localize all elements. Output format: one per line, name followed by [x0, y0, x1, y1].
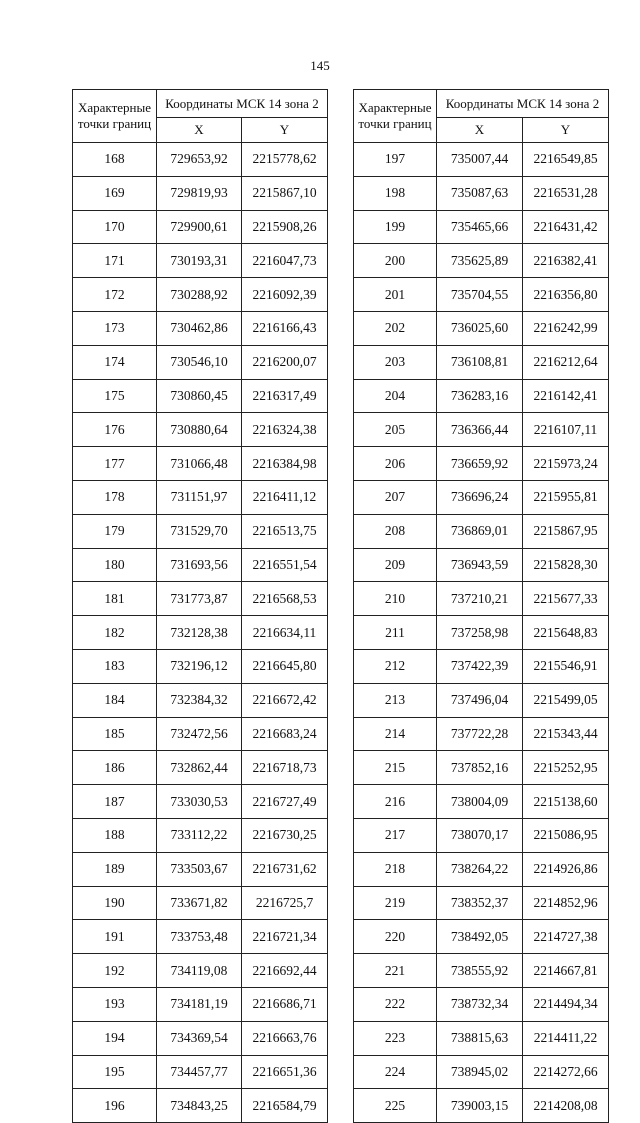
- point-number-cell: 179: [73, 514, 157, 548]
- table-row: [354, 244, 609, 278]
- point-number-cell: 213: [354, 683, 437, 717]
- y-coordinate-cell: 2216166,43: [242, 311, 328, 345]
- coordinates-table-right: [353, 89, 609, 1123]
- x-coordinate-cell: 730860,45: [157, 379, 242, 413]
- x-coordinate-cell: 735625,89: [437, 244, 523, 278]
- point-number-cell: 224: [354, 1055, 437, 1089]
- y-coordinate-cell: 2215867,95: [523, 514, 609, 548]
- y-coordinate-cell: 2216531,28: [523, 176, 609, 210]
- point-number-cell: 205: [354, 413, 437, 447]
- point-number-cell: 172: [73, 278, 157, 312]
- point-number-cell: 190: [73, 886, 157, 920]
- y-coordinate-cell: 2215778,62: [242, 143, 328, 177]
- point-number-cell: 181: [73, 582, 157, 616]
- y-coordinate-cell: 2216513,75: [242, 514, 328, 548]
- point-number-cell: 173: [73, 311, 157, 345]
- table-row: [354, 954, 609, 988]
- x-coordinate-cell: 733753,48: [157, 920, 242, 954]
- table-row: [73, 413, 328, 447]
- table-row: [354, 1021, 609, 1055]
- point-number-cell: 221: [354, 954, 437, 988]
- x-coordinate-cell: 730288,92: [157, 278, 242, 312]
- x-coordinate-cell: 737422,39: [437, 649, 523, 683]
- header-x: X: [437, 118, 523, 143]
- y-coordinate-cell: 2215973,24: [523, 447, 609, 481]
- x-coordinate-cell: 732472,56: [157, 717, 242, 751]
- x-coordinate-cell: 731773,87: [157, 582, 242, 616]
- x-coordinate-cell: 736108,81: [437, 345, 523, 379]
- table-row: [73, 210, 328, 244]
- table-row: [354, 649, 609, 683]
- y-coordinate-cell: 2216645,80: [242, 649, 328, 683]
- coordinates-table-left: [72, 89, 328, 1123]
- x-coordinate-cell: 735087,63: [437, 176, 523, 210]
- y-coordinate-cell: 2216411,12: [242, 480, 328, 514]
- x-coordinate-cell: 736366,44: [437, 413, 523, 447]
- point-number-cell: 168: [73, 143, 157, 177]
- x-coordinate-cell: 735465,66: [437, 210, 523, 244]
- y-coordinate-cell: 2214411,22: [523, 1021, 609, 1055]
- x-coordinate-cell: 732128,38: [157, 616, 242, 650]
- point-number-cell: 193: [73, 987, 157, 1021]
- y-coordinate-cell: 2216663,76: [242, 1021, 328, 1055]
- x-coordinate-cell: 729653,92: [157, 143, 242, 177]
- point-number-cell: 184: [73, 683, 157, 717]
- table-row: [73, 447, 328, 481]
- table-row: [354, 311, 609, 345]
- x-coordinate-cell: 738815,63: [437, 1021, 523, 1055]
- point-number-cell: 177: [73, 447, 157, 481]
- y-coordinate-cell: 2215252,95: [523, 751, 609, 785]
- y-coordinate-cell: 2214926,86: [523, 852, 609, 886]
- point-number-cell: 212: [354, 649, 437, 683]
- y-coordinate-cell: 2214494,34: [523, 987, 609, 1021]
- y-coordinate-cell: 2214667,81: [523, 954, 609, 988]
- table-row: [354, 920, 609, 954]
- y-coordinate-cell: 2216584,79: [242, 1089, 328, 1123]
- x-coordinate-cell: 738945,02: [437, 1055, 523, 1089]
- x-coordinate-cell: 733671,82: [157, 886, 242, 920]
- y-coordinate-cell: 2215677,33: [523, 582, 609, 616]
- header-coordinate-system: Координаты МСК 14 зона 2: [437, 90, 609, 118]
- point-number-cell: 225: [354, 1089, 437, 1123]
- table-row: [354, 683, 609, 717]
- header-x: X: [157, 118, 242, 143]
- table-row: [73, 548, 328, 582]
- point-number-cell: 199: [354, 210, 437, 244]
- x-coordinate-cell: 738555,92: [437, 954, 523, 988]
- point-number-cell: 202: [354, 311, 437, 345]
- x-coordinate-cell: 735704,55: [437, 278, 523, 312]
- x-coordinate-cell: 737210,21: [437, 582, 523, 616]
- point-number-cell: 215: [354, 751, 437, 785]
- x-coordinate-cell: 732196,12: [157, 649, 242, 683]
- y-coordinate-cell: 2216242,99: [523, 311, 609, 345]
- table-row: [73, 379, 328, 413]
- y-coordinate-cell: 2216721,34: [242, 920, 328, 954]
- table-row: [354, 818, 609, 852]
- y-coordinate-cell: 2216107,11: [523, 413, 609, 447]
- x-coordinate-cell: 730462,86: [157, 311, 242, 345]
- y-coordinate-cell: 2214208,08: [523, 1089, 609, 1123]
- point-number-cell: 196: [73, 1089, 157, 1123]
- table-row: [354, 886, 609, 920]
- y-coordinate-cell: 2216382,41: [523, 244, 609, 278]
- table-row: [354, 480, 609, 514]
- point-number-cell: 191: [73, 920, 157, 954]
- y-coordinate-cell: 2216730,25: [242, 818, 328, 852]
- point-number-cell: 201: [354, 278, 437, 312]
- table-row: [73, 480, 328, 514]
- point-number-cell: 211: [354, 616, 437, 650]
- point-number-cell: 200: [354, 244, 437, 278]
- y-coordinate-cell: 2215546,91: [523, 649, 609, 683]
- y-coordinate-cell: 2215499,05: [523, 683, 609, 717]
- x-coordinate-cell: 736283,16: [437, 379, 523, 413]
- table-row: [73, 818, 328, 852]
- table-row: [354, 210, 609, 244]
- y-coordinate-cell: 2216725,7: [242, 886, 328, 920]
- point-number-cell: 170: [73, 210, 157, 244]
- table-row: [354, 582, 609, 616]
- x-coordinate-cell: 731066,48: [157, 447, 242, 481]
- table-row: [73, 143, 328, 177]
- x-coordinate-cell: 733112,22: [157, 818, 242, 852]
- table-row: [354, 176, 609, 210]
- y-coordinate-cell: 2216200,07: [242, 345, 328, 379]
- header-y: Y: [523, 118, 609, 143]
- table-row: [73, 717, 328, 751]
- point-number-cell: 222: [354, 987, 437, 1021]
- table-row: [354, 1055, 609, 1089]
- point-number-cell: 189: [73, 852, 157, 886]
- x-coordinate-cell: 734843,25: [157, 1089, 242, 1123]
- point-number-cell: 186: [73, 751, 157, 785]
- y-coordinate-cell: 2216651,36: [242, 1055, 328, 1089]
- x-coordinate-cell: 737722,28: [437, 717, 523, 751]
- y-coordinate-cell: 2216431,42: [523, 210, 609, 244]
- y-coordinate-cell: 2216686,71: [242, 987, 328, 1021]
- table-row: [354, 852, 609, 886]
- y-coordinate-cell: 2216634,11: [242, 616, 328, 650]
- y-coordinate-cell: 2216551,54: [242, 548, 328, 582]
- table-row: [73, 278, 328, 312]
- x-coordinate-cell: 738492,05: [437, 920, 523, 954]
- header-y: Y: [242, 118, 328, 143]
- point-number-cell: 195: [73, 1055, 157, 1089]
- y-coordinate-cell: 2216047,73: [242, 244, 328, 278]
- table-row: [73, 683, 328, 717]
- table-row: [354, 514, 609, 548]
- table-row: [73, 514, 328, 548]
- point-number-cell: 194: [73, 1021, 157, 1055]
- table-row: [73, 616, 328, 650]
- table-row: [354, 379, 609, 413]
- y-coordinate-cell: 2216727,49: [242, 785, 328, 819]
- point-number-cell: 209: [354, 548, 437, 582]
- point-number-cell: 185: [73, 717, 157, 751]
- table-row: [73, 345, 328, 379]
- x-coordinate-cell: 731151,97: [157, 480, 242, 514]
- table-row: [73, 649, 328, 683]
- x-coordinate-cell: 738352,37: [437, 886, 523, 920]
- table-row: [354, 143, 609, 177]
- table-row: [73, 886, 328, 920]
- table-body: [73, 143, 328, 1123]
- point-number-cell: 198: [354, 176, 437, 210]
- point-number-cell: 206: [354, 447, 437, 481]
- point-number-cell: 171: [73, 244, 157, 278]
- point-number-cell: 176: [73, 413, 157, 447]
- x-coordinate-cell: 737496,04: [437, 683, 523, 717]
- point-number-cell: 207: [354, 480, 437, 514]
- x-coordinate-cell: 730193,31: [157, 244, 242, 278]
- y-coordinate-cell: 2216718,73: [242, 751, 328, 785]
- x-coordinate-cell: 730880,64: [157, 413, 242, 447]
- point-number-cell: 192: [73, 954, 157, 988]
- y-coordinate-cell: 2214727,38: [523, 920, 609, 954]
- x-coordinate-cell: 738070,17: [437, 818, 523, 852]
- point-number-cell: 175: [73, 379, 157, 413]
- x-coordinate-cell: 733030,53: [157, 785, 242, 819]
- y-coordinate-cell: 2215828,30: [523, 548, 609, 582]
- table-row: [73, 954, 328, 988]
- table-row: [354, 413, 609, 447]
- y-coordinate-cell: 2216324,38: [242, 413, 328, 447]
- table-row: [73, 1021, 328, 1055]
- x-coordinate-cell: 735007,44: [437, 143, 523, 177]
- point-number-cell: 174: [73, 345, 157, 379]
- y-coordinate-cell: 2215138,60: [523, 785, 609, 819]
- x-coordinate-cell: 736869,01: [437, 514, 523, 548]
- point-number-cell: 169: [73, 176, 157, 210]
- x-coordinate-cell: 732384,32: [157, 683, 242, 717]
- table-row: [354, 278, 609, 312]
- y-coordinate-cell: 2216692,44: [242, 954, 328, 988]
- page-number: 145: [310, 58, 330, 73]
- y-coordinate-cell: 2216683,24: [242, 717, 328, 751]
- y-coordinate-cell: 2215343,44: [523, 717, 609, 751]
- y-coordinate-cell: 2215086,95: [523, 818, 609, 852]
- y-coordinate-cell: 2216384,98: [242, 447, 328, 481]
- table-row: [73, 582, 328, 616]
- y-coordinate-cell: 2216212,64: [523, 345, 609, 379]
- y-coordinate-cell: 2214272,66: [523, 1055, 609, 1089]
- x-coordinate-cell: 731693,56: [157, 548, 242, 582]
- table-row: [73, 1089, 328, 1123]
- y-coordinate-cell: 2216317,49: [242, 379, 328, 413]
- x-coordinate-cell: 736025,60: [437, 311, 523, 345]
- y-coordinate-cell: 2214852,96: [523, 886, 609, 920]
- table-row: [354, 616, 609, 650]
- x-coordinate-cell: 738264,22: [437, 852, 523, 886]
- point-number-cell: 214: [354, 717, 437, 751]
- point-number-cell: 218: [354, 852, 437, 886]
- y-coordinate-cell: 2216672,42: [242, 683, 328, 717]
- table-row: [354, 1089, 609, 1123]
- x-coordinate-cell: 736943,59: [437, 548, 523, 582]
- table-body: [354, 143, 609, 1123]
- point-number-cell: 208: [354, 514, 437, 548]
- table-row: [354, 987, 609, 1021]
- point-number-cell: 210: [354, 582, 437, 616]
- table-row: [73, 852, 328, 886]
- point-number-cell: 216: [354, 785, 437, 819]
- table-row: [73, 751, 328, 785]
- header-coordinate-system: Координаты МСК 14 зона 2: [157, 90, 328, 118]
- x-coordinate-cell: 729819,93: [157, 176, 242, 210]
- point-number-cell: 188: [73, 818, 157, 852]
- header-boundary-points: Характерные точки границ: [354, 90, 437, 143]
- table-row: [73, 785, 328, 819]
- table-row: [73, 176, 328, 210]
- table-row: [73, 311, 328, 345]
- y-coordinate-cell: 2215955,81: [523, 480, 609, 514]
- x-coordinate-cell: 734181,19: [157, 987, 242, 1021]
- point-number-cell: 220: [354, 920, 437, 954]
- x-coordinate-cell: 737852,16: [437, 751, 523, 785]
- table-row: [73, 1055, 328, 1089]
- point-number-cell: 223: [354, 1021, 437, 1055]
- y-coordinate-cell: 2216731,62: [242, 852, 328, 886]
- point-number-cell: 219: [354, 886, 437, 920]
- table-row: [354, 447, 609, 481]
- x-coordinate-cell: 736696,24: [437, 480, 523, 514]
- point-number-cell: 197: [354, 143, 437, 177]
- x-coordinate-cell: 734369,54: [157, 1021, 242, 1055]
- x-coordinate-cell: 730546,10: [157, 345, 242, 379]
- point-number-cell: 217: [354, 818, 437, 852]
- table-row: [354, 751, 609, 785]
- table-row: [354, 345, 609, 379]
- x-coordinate-cell: 734119,08: [157, 954, 242, 988]
- table-row: [73, 244, 328, 278]
- x-coordinate-cell: 738004,09: [437, 785, 523, 819]
- y-coordinate-cell: 2216356,80: [523, 278, 609, 312]
- table-row: [73, 920, 328, 954]
- point-number-cell: 204: [354, 379, 437, 413]
- header-boundary-points: Характерные точки границ: [73, 90, 157, 143]
- y-coordinate-cell: 2215908,26: [242, 210, 328, 244]
- table-row: [354, 717, 609, 751]
- y-coordinate-cell: 2216568,53: [242, 582, 328, 616]
- point-number-cell: 183: [73, 649, 157, 683]
- x-coordinate-cell: 729900,61: [157, 210, 242, 244]
- point-number-cell: 178: [73, 480, 157, 514]
- point-number-cell: 180: [73, 548, 157, 582]
- x-coordinate-cell: 732862,44: [157, 751, 242, 785]
- x-coordinate-cell: 733503,67: [157, 852, 242, 886]
- y-coordinate-cell: 2216549,85: [523, 143, 609, 177]
- point-number-cell: 203: [354, 345, 437, 379]
- y-coordinate-cell: 2216092,39: [242, 278, 328, 312]
- y-coordinate-cell: 2216142,41: [523, 379, 609, 413]
- y-coordinate-cell: 2215648,83: [523, 616, 609, 650]
- x-coordinate-cell: 739003,15: [437, 1089, 523, 1123]
- x-coordinate-cell: 731529,70: [157, 514, 242, 548]
- x-coordinate-cell: 734457,77: [157, 1055, 242, 1089]
- point-number-cell: 187: [73, 785, 157, 819]
- x-coordinate-cell: 736659,92: [437, 447, 523, 481]
- x-coordinate-cell: 737258,98: [437, 616, 523, 650]
- table-row: [73, 987, 328, 1021]
- x-coordinate-cell: 738732,34: [437, 987, 523, 1021]
- y-coordinate-cell: 2215867,10: [242, 176, 328, 210]
- point-number-cell: 182: [73, 616, 157, 650]
- table-row: [354, 548, 609, 582]
- table-row: [354, 785, 609, 819]
